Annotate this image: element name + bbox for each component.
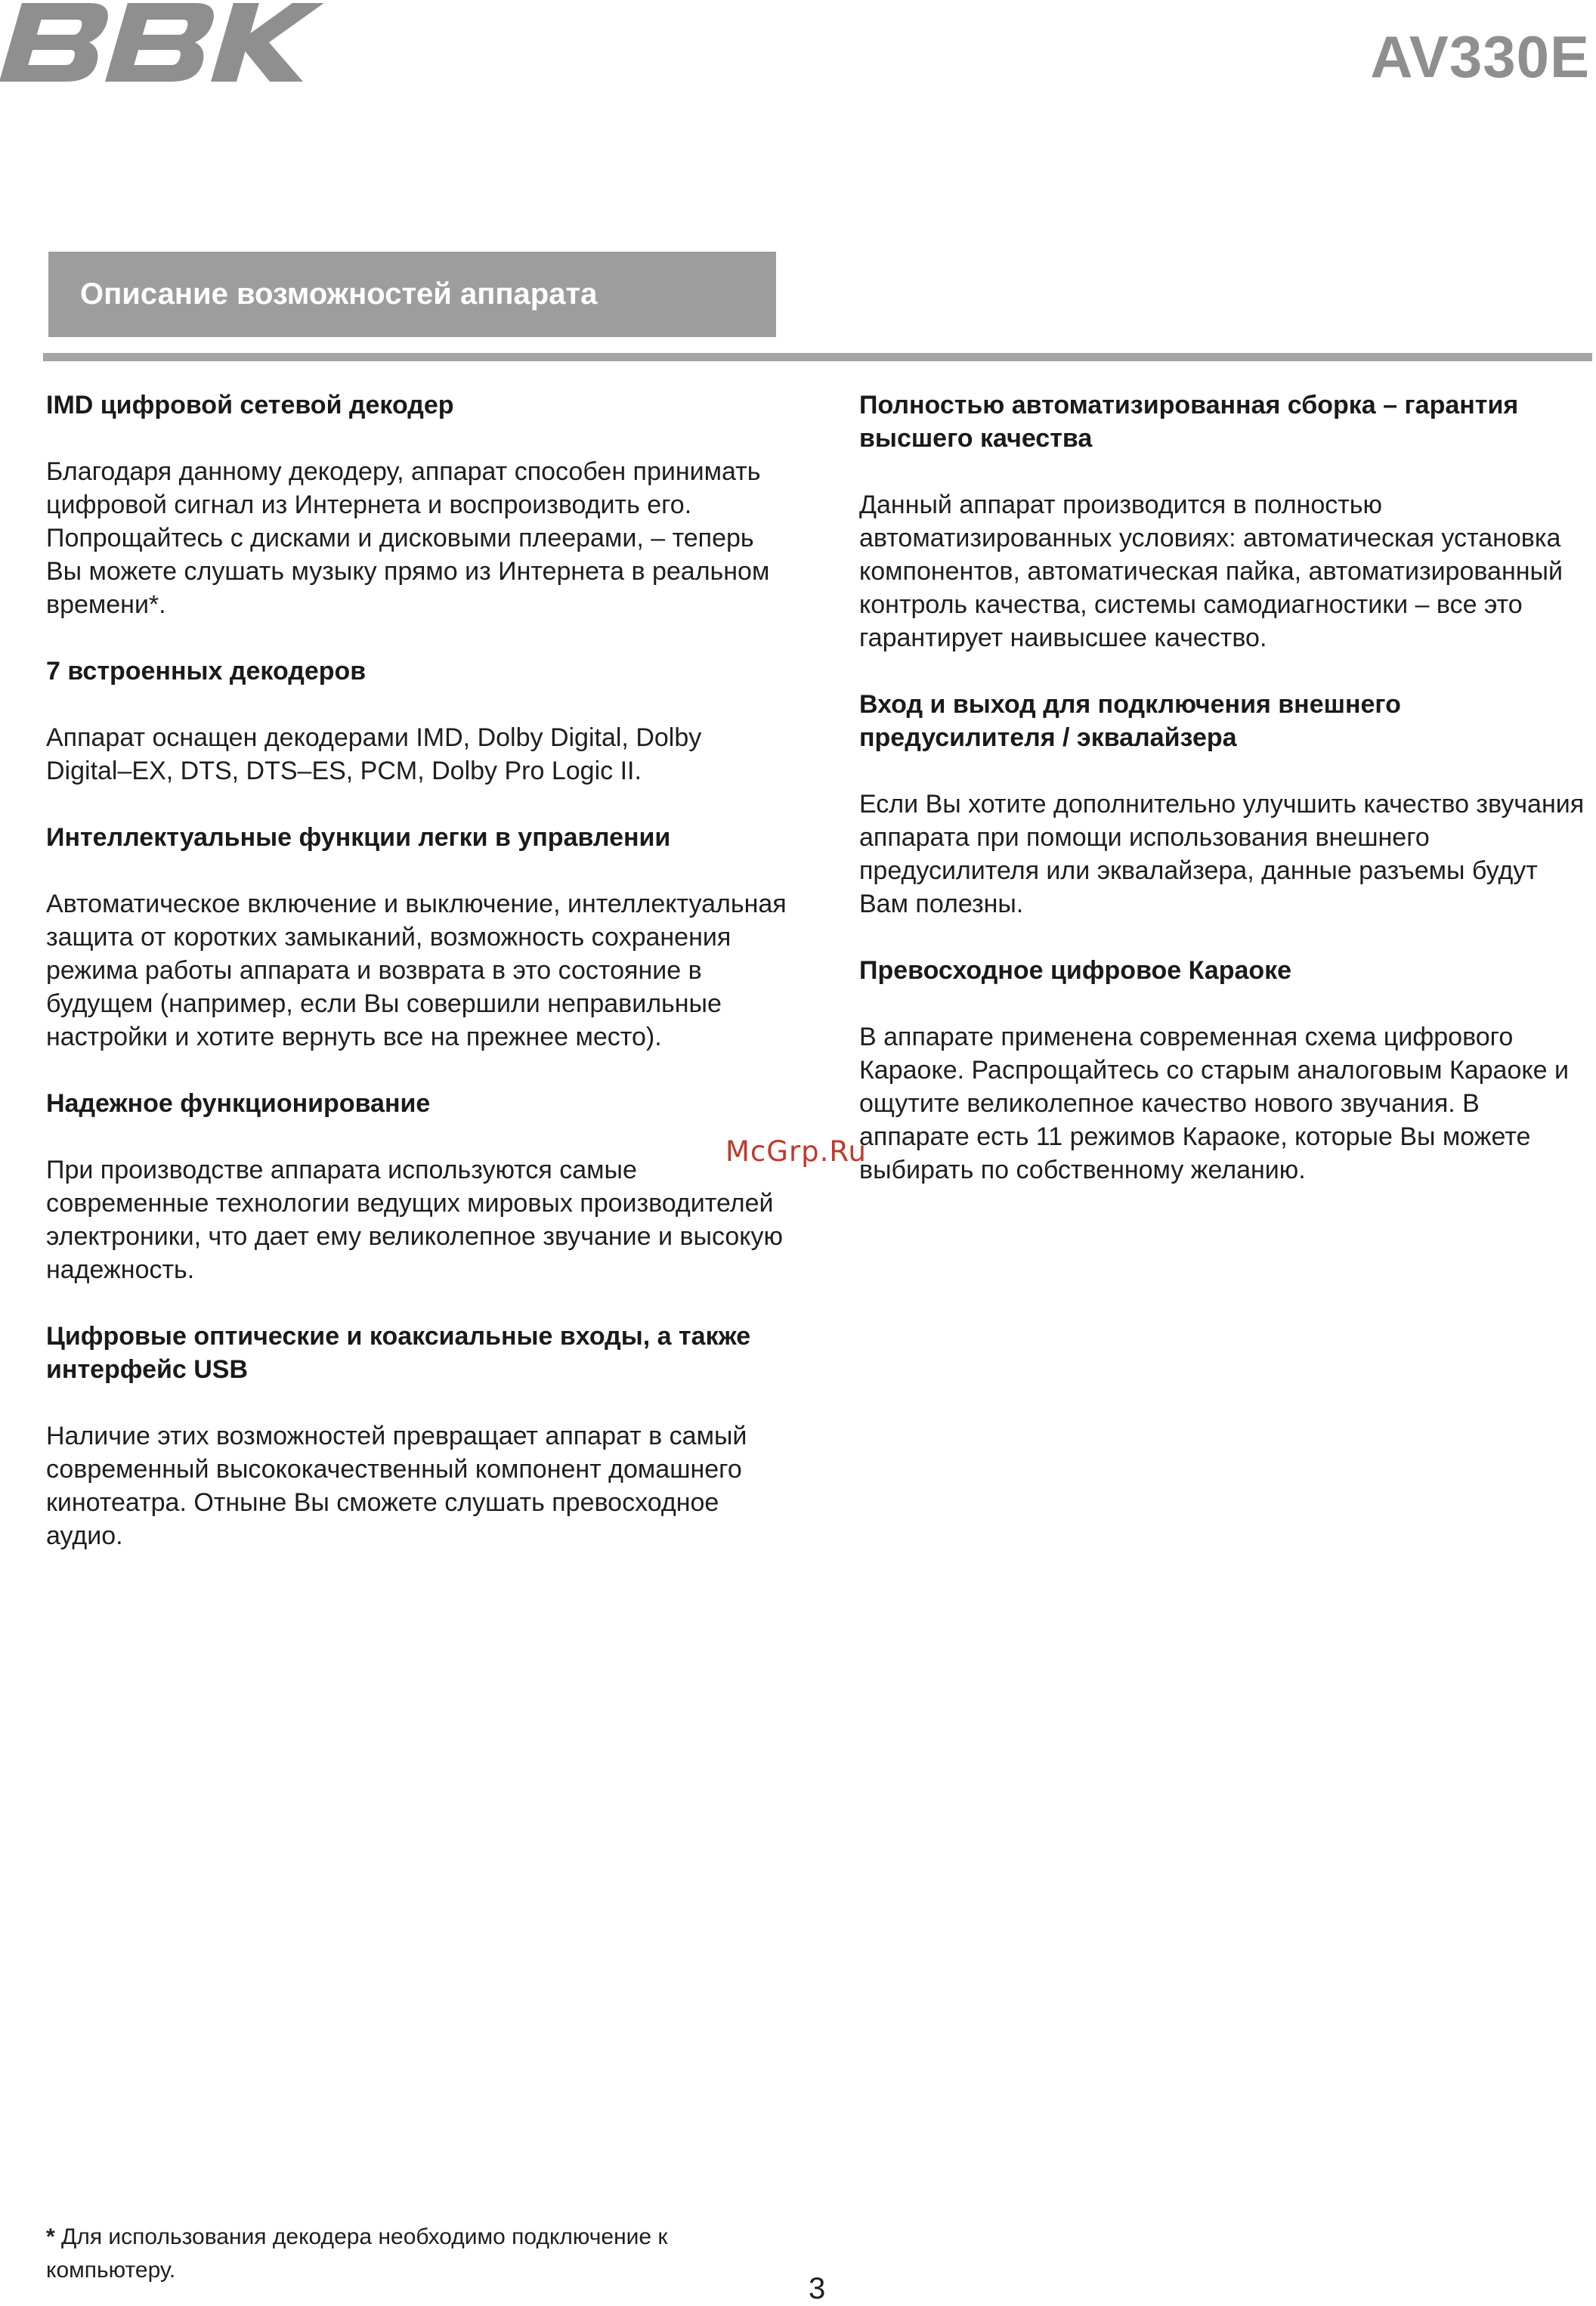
feature-text: Благодаря данному декодеру, аппарат способен принимать цифровой сигнал из Интернета и воспроизводить его. Попрощайтесь с дисками и дисковыми плеерами, – теперь Вы можете слушать музыку прямо из Интернета в реальном времени*. xyxy=(46,457,770,619)
model-name: AV330E xyxy=(1370,23,1590,90)
feature-text: Если Вы хотите дополнительно улучшить качество звучания аппарата при помощи использования внешнего предусилителя или эквалайзера, данные разъемы будут Вам полезны. xyxy=(859,790,1585,918)
footnote-text: Для использования декодера необходимо подключение к компьютеру. xyxy=(46,2224,668,2283)
footnote-marker: * xyxy=(46,2224,55,2249)
section-title: Описание возможностей аппарата xyxy=(48,252,776,337)
footnote xyxy=(46,2221,772,2287)
feature-heading: Полностью автоматизированная сборка – гарантия высшего качества xyxy=(859,391,1519,453)
bbk-logo xyxy=(0,0,363,85)
feature-text: Наличие этих возможностей превращает аппарат в самый современный высококачественный компонент домашнего кинотеатра. Отныне Вы сможете слушать превосходное аудио. xyxy=(46,1422,747,1550)
feature-text: При производстве аппарата используются самые современные технологии ведущих мировых производителей электроники, что дает ему великолепное звучание и высокую надежность. xyxy=(46,1156,783,1284)
feature-text: Аппарат оснащен декодерами IMD, Dolby Digital, Dolby Digital–EX, DTS, DTS–ES, PCM, Dolby Pro Logic II. xyxy=(46,723,702,785)
left-column xyxy=(46,388,794,1586)
feature-heading: 7 встроенных декодеров xyxy=(46,657,367,686)
feature-text: Автоматическое включение и выключение, интеллектуальная защита от коротких замыканий, возможность сохранения режима работы аппарата и возврата в это состояние в будущем (например, если Вы совершили неправильные настройки и хотите вернуть все на прежнее место). xyxy=(46,890,787,1051)
feature-heading: Превосходное цифровое Караоке xyxy=(859,956,1292,985)
feature-heading: Интеллектуальные функции легки в управлении xyxy=(46,823,671,852)
feature-heading: IMD цифровой сетевой декодер xyxy=(46,391,454,419)
feature-text: В аппарате применена современная схема цифрового Караоке. Распрощайтесь со старым аналоговым Караоке и ощутите великолепное качество нового звучания. В аппарате есть 11 режимов Караоке, которые Вы можете выбирать по собственному желанию. xyxy=(859,1023,1569,1184)
feature-text: Данный аппарат производится в полностью автоматизированных условиях: автоматическая установка компонентов, автоматическая пайка, автоматизированный контроль качества, системы самодиагностики – все это гарантирует наивысшее качество. xyxy=(859,491,1563,652)
feature-heading: Цифровые оптические и коаксиальные входы, а также интерфейс USB xyxy=(46,1322,751,1384)
watermark: McGrp.Ru xyxy=(725,1135,867,1168)
feature-heading: Вход и выход для подключения внешнего предусилителя / эквалайзера xyxy=(859,690,1401,752)
page-number: 3 xyxy=(809,2272,826,2305)
right-column xyxy=(859,388,1585,1220)
divider-rule xyxy=(43,353,1592,361)
feature-heading: Надежное функционирование xyxy=(46,1089,431,1118)
